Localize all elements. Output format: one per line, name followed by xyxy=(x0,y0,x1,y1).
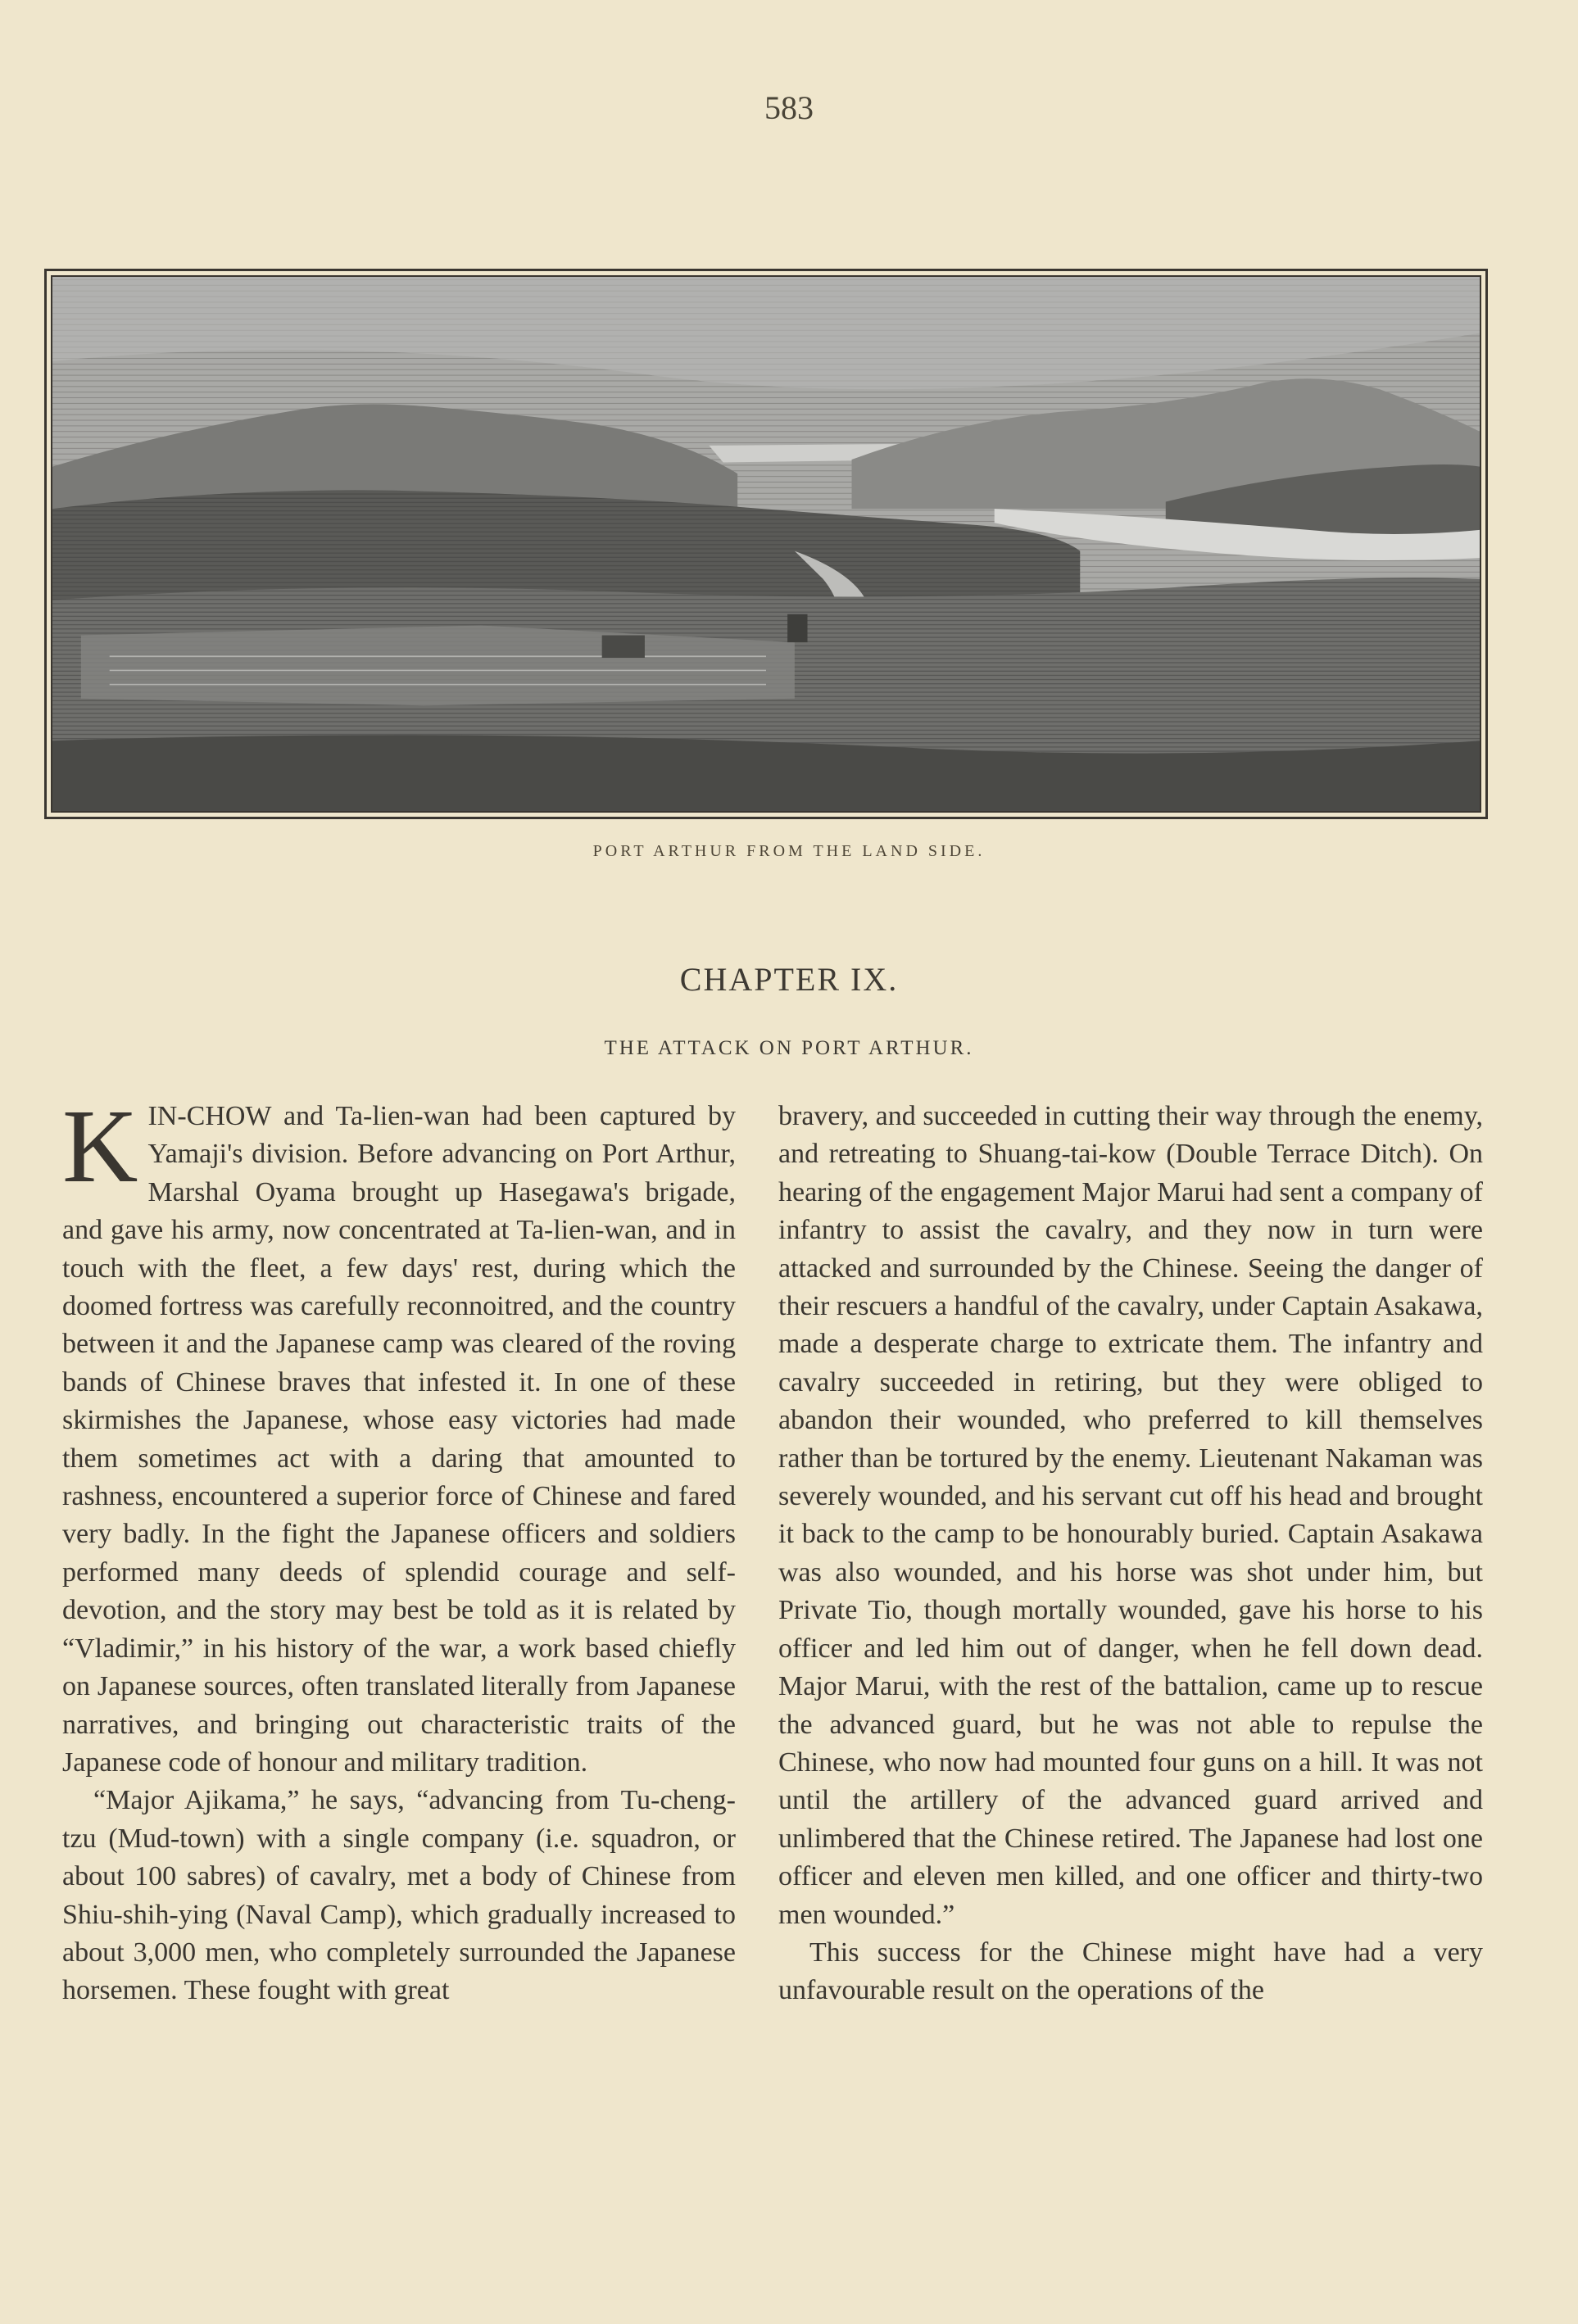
left-column xyxy=(62,1088,736,2010)
chapter-title: CHAPTER IX. xyxy=(679,961,899,998)
landscape-engraving xyxy=(51,275,1481,813)
paragraph: “Major Ajikama,” he says, “advancing from Tu-cheng-tzu (Mud-town) with a single company (i.e. squadron, or about 100 sabres) of cavalry, met a body of Chinese from Shiu-shih-ying (Naval Camp), which gradually increased to about 3,000 men, who completely surrounded the Japanese horsemen. These fought with great xyxy=(62,1785,736,2006)
paragraph xyxy=(62,1088,736,1782)
paragraph-text: IN-CHOW and Ta-lien-wan had been captured by Yamaji's division. Before advancing on Port Arthur, Marshal Oyama brought up Hasegawa's brigade, and gave his army, now concentrated at Ta-lien-wan, and in touch with the fleet, a few days' rest, during which the doomed fortress was carefully reconnoitred, and the country between it and the Japanese camp was cleared of the roving bands of Chinese braves that infested it. In one of these skirmishes the Japanese, whose easy victories had made them sometimes act with a daring that amounted to rashness, encountered a superior force of Chinese and fared very badly. In the fight the Japanese officers and soldiers performed many deeds of splendid courage and self-devotion, and the story may best be told as it is related by “Vladimir,” in his history of the war, a work based chiefly on Japanese sources, often translated literally from Japanese narratives, and bringing out characteristic traits of the Japanese code of honour and military tradition. xyxy=(62,1101,736,1778)
page-number: 583 xyxy=(764,89,814,126)
illustration-plate xyxy=(44,269,1488,819)
chapter-subtitle: THE ATTACK ON PORT ARTHUR. xyxy=(604,1037,974,1059)
right-column xyxy=(778,1098,1483,2010)
paragraph: This success for the Chinese might have had a very unfavourable result on the operations of the xyxy=(778,1937,1483,2006)
landscape-illustration xyxy=(52,277,1480,811)
drop-cap: K xyxy=(62,1088,138,1204)
paragraph: bravery, and succeeded in cutting their way through the enemy, and retreating to Shuang-tai-kow (Double Terrace Ditch). On hearing of the engagement Major Marui had sent a company of infantry to assist the cavalry, and they now in turn were attacked and surrounded by the Chinese. Seeing the danger of their rescuers a handful of the cavalry, under Captain Asakawa, made a desperate charge to extricate them. The infantry and cavalry succeeded in retiring, but they were obliged to abandon their wounded, who preferred to kill themselves rather than be tortured by the enemy. Lieutenant Nakaman was severely wounded, and his servant cut off his head and brought it back to the camp to be honourably buried. Captain Asakawa was also wounded, and his horse was shot under him, but Private Tio, though mortally wounded, gave his horse to his officer and led him out of danger, when he fell down dead. Major Marui, with the rest of the battalion, came up to rescue the advanced guard, but he was not able to repulse the Chinese, who now had mounted four guns on a hill. It was not until the artillery of the advanced guard arrived and unlimbered that the Chinese retired. The Japanese had lost one officer and eleven men killed, and one officer and thirty-two men wounded.” xyxy=(778,1101,1483,1930)
illustration-caption: PORT ARTHUR FROM THE LAND SIDE. xyxy=(592,842,986,860)
